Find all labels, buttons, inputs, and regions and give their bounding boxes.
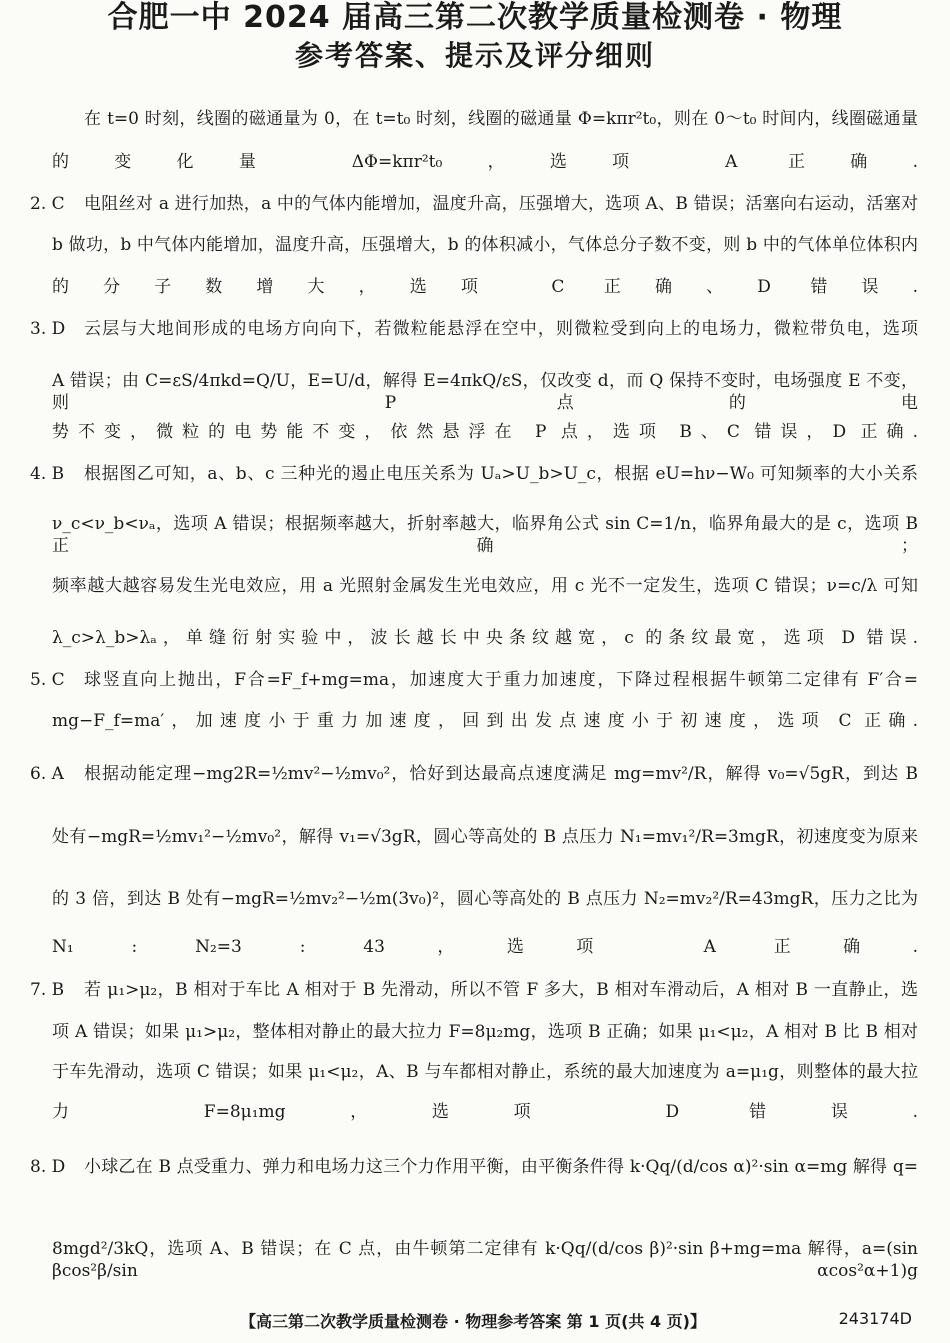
question-number: 8. D (30, 1157, 66, 1177)
answer-line: λ_c>λ_b>λₐ，单缝衍射实验中，波长越长中央条纹越宽，c 的条纹最宽，选项 D 错误. (52, 628, 918, 648)
answer-line: 在 t=0 时刻，线圈的磁通量为 0，在 t=t₀ 时刻，线圈的磁通量 Φ=kπr²t₀，则在 0～t₀ 时间内，线圈磁通量 (84, 109, 918, 129)
question-number: 7. B (30, 980, 65, 1000)
answer-line: 处有−mgR=½mv₁²−½mv₀²，解得 v₁=√3gR，圆心等高处的 B 点压力 N₁=mv₁²/R=3mgR，初速度变为原来 (52, 827, 918, 847)
answer-line: mg−F_f=ma′，加速度小于重力加速度，回到出发点速度小于初速度，选项 C 正确. (52, 711, 918, 731)
answer-line: 根据图乙可知，a、b、c 三种光的遏止电压关系为 Uₐ>U_b>U_c，根据 eU=hν−W₀ 可知频率的大小关系 (84, 464, 918, 484)
answer-line: A 错误；由 C=εS/4πkd=Q/U，E=U/d，解得 E=4πkQ/εS，仅改变 d，而 Q 保持不变时，电场强度 E 不变，则 P 点的电 (52, 371, 918, 413)
question-number: 2. C (30, 194, 65, 214)
answer-line: 的变化量 ΔΦ=kπr²t₀，选项 A 正确. (52, 152, 918, 172)
answer-line: 频率越大越容易发生光电效应，用 a 光照射金属发生光电效应，用 c 光不一定发生，选项 C 错误；ν=c/λ 可知 (52, 576, 918, 596)
answer-line: 云层与大地间形成的电场方向向下，若微粒能悬浮在空中，则微粒受到向上的电场力，微粒带负电，选项 (84, 319, 918, 339)
answer-line: 的 3 倍，到达 B 处有−mgR=½mv₂²−½m(3v₀)²，圆心等高处的 B 点压力 N₂=mv₂²/R=43mgR，压力之比为 (52, 889, 918, 909)
question-number: 5. C (30, 670, 65, 690)
document-subtitle: 参考答案、提示及评分细则 (294, 39, 655, 72)
answer-line: 项 A 错误；如果 μ₁>μ₂，整体相对静止的最大拉力 F=8μ₂mg，选项 B 正确；如果 μ₁<μ₂，A 相对 B 比 B 相对 (52, 1022, 918, 1042)
footer-code: 243174D (838, 1309, 912, 1328)
answer-line: 电阻丝对 a 进行加热，a 中的气体内能增加，温度升高，压强增大，选项 A、B 错误；活塞向右运动，活塞对 (84, 194, 918, 214)
answer-line: N₁ : N₂=3 : 43，选项 A 正确. (52, 937, 918, 957)
answer-line: 于车先滑动，选项 C 错误；如果 μ₁<μ₂，A、B 与车都相对静止，系统的最大加速度为 a=μ₁g，则整体的最大拉 (52, 1062, 918, 1082)
answer-line: 的分子数增大，选项 C 正确、D 错误. (52, 277, 918, 297)
answer-line: 球竖直向上抛出，F合=F_f+mg=ma，加速度大于重力加速度，下降过程根据牛顿第二定律有 F′合= (84, 670, 918, 690)
document-title: 合肥一中 2024 届高三第二次教学质量检测卷 · 物理 (107, 0, 843, 35)
question-number: 4. B (30, 464, 65, 484)
answer-line: ν_c<ν_b<νₐ，选项 A 错误；根据频率越大，折射率越大，临界角公式 sin C=1/n，临界角最大的是 c，选项 B 正确； (52, 514, 918, 556)
answer-line: 若 μ₁>μ₂，B 相对于车比 A 相对于 B 先滑动，所以不管 F 多大，B 相对车滑动后，A 相对 B 一直静止，选 (84, 980, 918, 1000)
answer-line: 根据动能定理−mg2R=½mv²−½mv₀²，恰好到达最高点速度满足 mg=mv²/R，解得 v₀=√5gR，到达 B (84, 764, 918, 784)
question-number: 6. A (30, 764, 64, 784)
answer-line: 势不变，微粒的电势能不变，依然悬浮在 P 点，选项 B、C 错误，D 正确. (52, 422, 918, 442)
answer-line: b 做功，b 中气体内能增加，温度升高，压强增大，b 的体积减小，气体总分子数不变，则 b 中的气体单位体积内 (52, 235, 918, 255)
footer-label: 【高三第二次教学质量检测卷 · 物理参考答案 第 1 页(共 4 页)】 (240, 1312, 706, 1331)
answer-line: 力 F=8μ₁mg，选项 D 错误. (52, 1102, 918, 1122)
answer-line: 小球乙在 B 点受重力、弹力和电场力这三个力作用平衡，由平衡条件得 k·Qq/(d/cos α)²·sin α=mg 解得 q= (84, 1157, 918, 1177)
question-number: 3. D (30, 319, 66, 339)
answer-line: 8mgd²/3kQ，选项 A、B 错误；在 C 点，由牛顿第二定律有 k·Qq/(d/cos β)²·sin β+mg=ma 解得，a=(sin βcos²β/sin αcos²α+1)g (52, 1239, 918, 1281)
page-footer (0, 1309, 950, 1333)
